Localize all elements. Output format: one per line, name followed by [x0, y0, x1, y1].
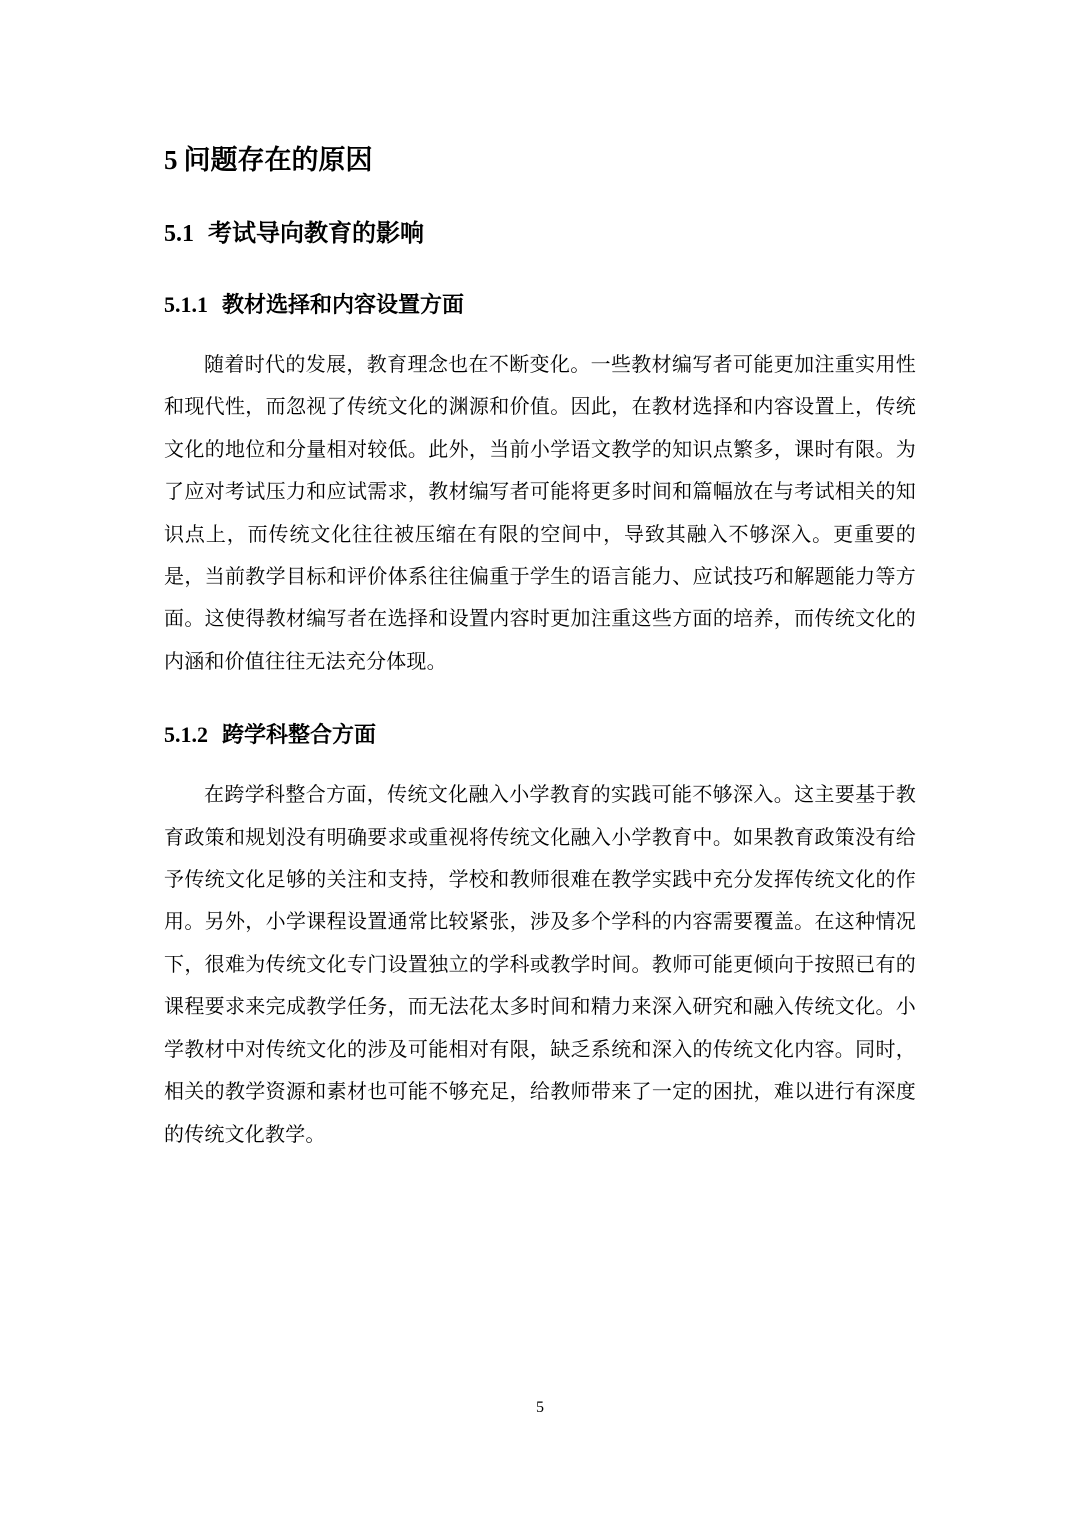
section-heading — [164, 215, 916, 252]
body-paragraph: 随着时代的发展，教育理念也在不断变化。一些教材编写者可能更加注重实用性和现代性，而忽视了传统文化的渊源和价值。因此，在教材选择和内容设置上，传统文化的地位和分量相对较低。此外，当前小学语文教学的知识点繁多，课时有限。为了应对考试压力和应试需求，教材编写者可能将更多时间和篇幅放在与考试相关的知识点上，而传统文化往往被压缩在有限的空间中，导致其融入不够深入。更重要的是，当前教学目标和评价体系往往偏重于学生的语言能力、应试技巧和解题能力等方面。这使得教材编写者在选择和设置内容时更加注重这些方面的培养，而传统文化的内涵和价值往往无法充分体现。 — [164, 352, 916, 673]
chapter-number: 5 — [164, 145, 178, 175]
subsection-title: 教材选择和内容设置方面 — [222, 293, 465, 318]
subsection-title: 跨学科整合方面 — [222, 723, 377, 749]
subsection-heading — [164, 288, 916, 323]
chapter-heading — [164, 140, 916, 181]
section-number: 5.1 — [164, 221, 194, 247]
section-title: 考试导向教育的影响 — [208, 219, 424, 247]
page-number: 5 — [536, 1399, 544, 1416]
subsection-heading — [164, 718, 916, 753]
subsection-number: 5.1.1 — [164, 292, 208, 317]
subsection-number: 5.1.2 — [164, 722, 208, 748]
chapter-title: 问题存在的原因 — [183, 145, 373, 176]
body-paragraph: 在跨学科整合方面，传统文化融入小学教育的实践可能不够深入。这主要基于教育政策和规划没有明确要求或重视将传统文化融入小学教育中。如果教育政策没有给予传统文化足够的关注和支持，学校和教师很难在教学实践中充分发挥传统文化的作用。另外，小学课程设置通常比较紧张，涉及多个学科的内容需要覆盖。在这种情况下，很难为传统文化专门设置独立的学科或教学时间。教师可能更倾向于按照已有的课程要求来完成教学任务，而无法花太多时间和精力来深入研究和融入传统文化。小学教材中对传统文化的涉及可能相对有限，缺乏系统和深入的传统文化内容。同时，相关的教学资源和素材也可能不够充足，给教师带来了一定的困扰，难以进行有深度的传统文化教学。 — [164, 782, 916, 1146]
page-content — [164, 140, 916, 1155]
